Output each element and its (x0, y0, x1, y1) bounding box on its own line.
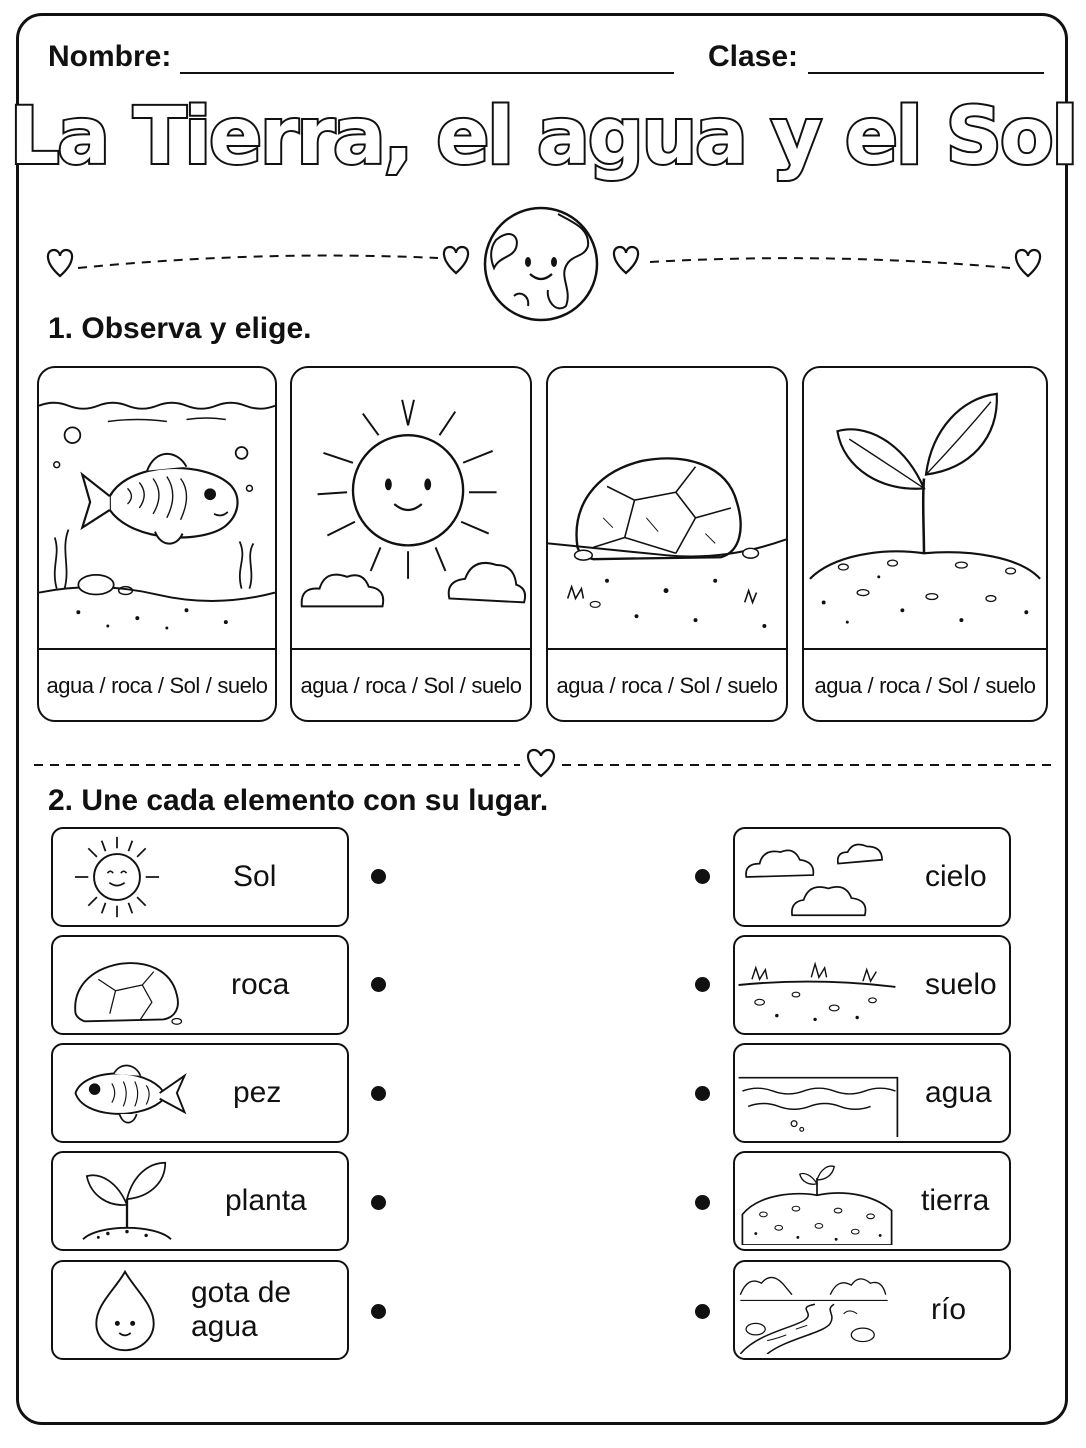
option-agua[interactable]: agua (556, 672, 604, 698)
match-label: tierra (921, 1184, 990, 1217)
clouds-icon (739, 833, 895, 921)
option-roca[interactable]: roca (111, 672, 152, 698)
card-options: agua / roca / Sol / suelo (814, 672, 1036, 698)
option-roca[interactable]: roca (621, 672, 662, 698)
option-roca[interactable]: roca (365, 672, 406, 698)
match-dot-right[interactable] (695, 869, 710, 884)
match-left-pez[interactable] (51, 1043, 349, 1143)
water-drop-icon (85, 1266, 165, 1354)
match-label: Sol (233, 860, 277, 893)
earth-globe-icon (485, 208, 597, 320)
card-plant (802, 366, 1048, 722)
match-dot-left[interactable] (371, 1195, 386, 1210)
option-suelo[interactable]: suelo (985, 672, 1036, 698)
match-right-suelo[interactable] (733, 935, 1011, 1035)
heart-icon (444, 247, 468, 273)
match-label: gota de agua (191, 1276, 292, 1343)
heart-icon (48, 250, 72, 276)
match-left-sol[interactable] (51, 827, 349, 927)
option-roca[interactable]: roca (879, 672, 920, 698)
match-dot-left[interactable] (371, 1086, 386, 1101)
sun-icon (292, 368, 530, 648)
option-suelo[interactable]: suelo (217, 672, 268, 698)
section1-heading: 1. Observa y elige. (48, 312, 312, 345)
option-suelo[interactable]: suelo (727, 672, 778, 698)
fish-icon (39, 368, 275, 648)
plant-soil-picture (804, 368, 1046, 650)
card-options: agua / roca / Sol / suelo (46, 672, 268, 698)
option-suelo[interactable]: suelo (471, 672, 522, 698)
match-dot-left[interactable] (371, 977, 386, 992)
card-rock (546, 366, 788, 722)
soil-icon (737, 1157, 897, 1245)
option-sol[interactable]: Sol (937, 672, 968, 698)
section2-heading: 2. Une cada elemento con su lugar. (48, 784, 549, 817)
heart-icon (1016, 250, 1040, 276)
option-sol[interactable]: Sol (169, 672, 200, 698)
page-title: La Tierra, el agua y el Sol (9, 92, 1077, 182)
option-agua[interactable]: agua (300, 672, 348, 698)
match-right-rio[interactable] (733, 1260, 1011, 1360)
plant-icon (804, 368, 1046, 648)
match-left-planta[interactable] (51, 1151, 349, 1251)
card-sun (290, 366, 532, 722)
match-label: río (931, 1293, 967, 1326)
option-sol[interactable]: Sol (423, 672, 454, 698)
match-label: cielo (925, 860, 987, 893)
title-divider (0, 0, 1086, 340)
match-right-tierra[interactable] (733, 1151, 1011, 1251)
match-right-cielo[interactable] (733, 827, 1011, 927)
card-options: agua / roca / Sol / suelo (556, 672, 778, 698)
match-label: suelo (925, 968, 997, 1001)
match-label: pez (233, 1076, 282, 1109)
name-label: Nombre: (48, 40, 172, 73)
water-icon (735, 1049, 901, 1137)
card-options: agua / roca / Sol / suelo (300, 672, 522, 698)
match-dot-right[interactable] (695, 1304, 710, 1319)
rock-icon (548, 368, 786, 648)
option-agua[interactable]: agua (814, 672, 862, 698)
match-right-agua[interactable] (733, 1043, 1011, 1143)
rock-icon (67, 941, 187, 1029)
class-label: Clase: (708, 40, 799, 73)
match-dot-right[interactable] (695, 1195, 710, 1210)
ground-icon (735, 941, 899, 1029)
fish-icon (67, 1049, 193, 1137)
option-sol[interactable]: Sol (679, 672, 710, 698)
match-dot-left[interactable] (371, 1304, 386, 1319)
match-left-gota[interactable] (51, 1260, 349, 1360)
fish-underwater-picture (39, 368, 275, 650)
heart-icon (614, 247, 638, 273)
card-fish (37, 366, 277, 722)
match-dot-right[interactable] (695, 1086, 710, 1101)
match-left-roca[interactable] (51, 935, 349, 1035)
option-agua[interactable]: agua (46, 672, 94, 698)
match-label: roca (231, 968, 290, 1001)
sun-icon (67, 833, 167, 921)
match-dot-right[interactable] (695, 977, 710, 992)
match-label: planta (225, 1184, 307, 1217)
plant-icon (77, 1157, 177, 1245)
rock-ground-picture (548, 368, 786, 650)
sun-clouds-picture (292, 368, 530, 650)
match-dot-left[interactable] (371, 869, 386, 884)
match-label: agua (925, 1076, 992, 1109)
river-icon (735, 1266, 893, 1354)
